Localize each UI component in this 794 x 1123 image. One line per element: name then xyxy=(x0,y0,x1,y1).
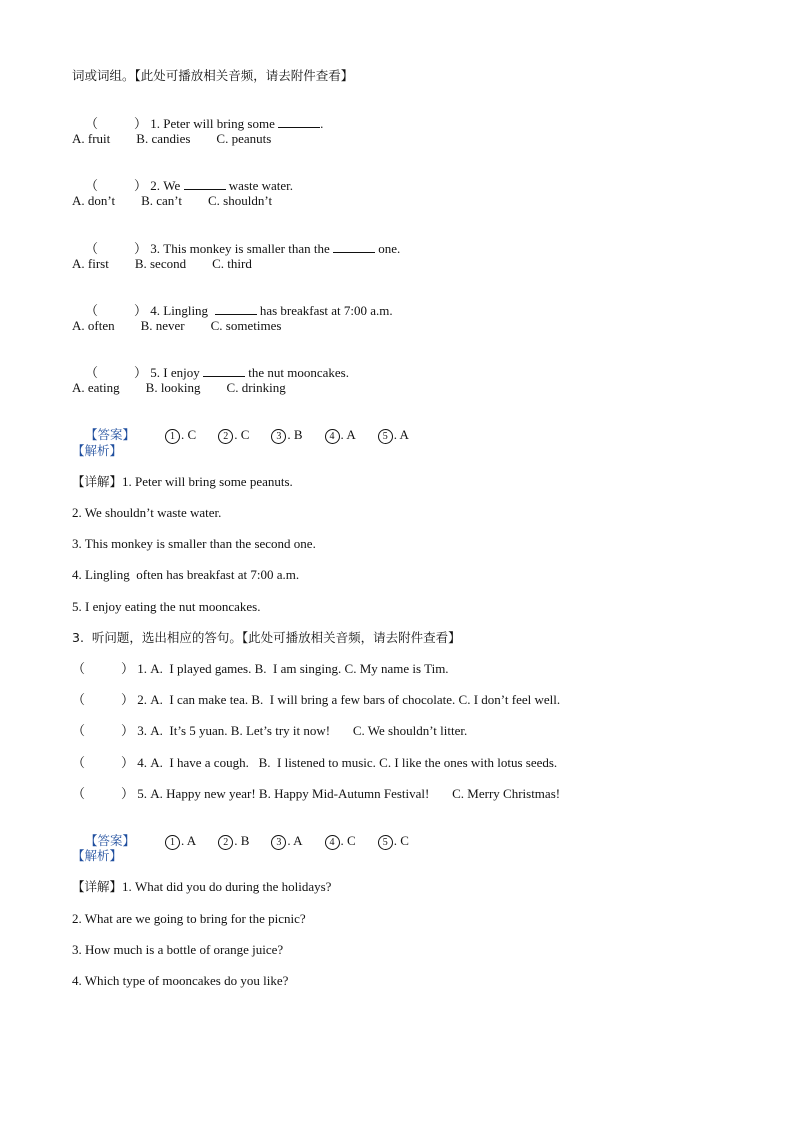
answer-item: 4 . C xyxy=(325,833,356,850)
question-5: （ ） 5. A. Happy new year! B. Happy Mid-Autumn Festival! C. Merry Christmas! xyxy=(72,786,561,801)
answer-row xyxy=(72,411,431,460)
question-1: （ ） 1. Peter will bring some . xyxy=(85,116,324,131)
answer-item: 5 . A xyxy=(378,427,409,444)
analysis-label: 【解析】 xyxy=(72,848,123,863)
options-2: A. don’t B. can’t C. shouldn’t xyxy=(72,193,273,208)
options-5: A. eating B. looking C. drinking xyxy=(72,380,286,395)
answer-blank xyxy=(184,178,226,190)
question-5: （ ） 5. I enjoy the nut mooncakes. xyxy=(85,365,349,380)
answer-item: 3 . B xyxy=(271,427,302,444)
answer-label: 【答案】 xyxy=(85,427,136,442)
answer-blank xyxy=(215,303,257,315)
options-3: A. first B. second C. third xyxy=(72,256,252,271)
answer-blank xyxy=(333,241,375,253)
question-2: （ ） 2. We waste water. xyxy=(85,178,294,193)
detail-line: 5. I enjoy eating the nut mooncakes. xyxy=(72,599,261,614)
answer-item: 4 . A xyxy=(325,427,356,444)
question-3: （ ） 3. A. It’s 5 yuan. B. Let’s try it now! C. We shouldn’t litter. xyxy=(72,723,468,738)
answer-item: 1 . C xyxy=(165,427,196,444)
section-heading: 词或词组。【此处可播放相关音频，请去附件查看】 xyxy=(72,68,354,83)
detail-line: 【详解】1. Peter will bring some peanuts. xyxy=(72,474,293,489)
options-1: A. fruit B. candies C. peanuts xyxy=(72,131,272,146)
question-1: （ ） 1. A. I played games. B. I am singing. C. My name is Tim. xyxy=(72,661,449,676)
section-heading: 3. 听问题，选出相应的答句。【此处可播放相关音频，请去附件查看】 xyxy=(72,630,461,645)
detail-line: 4. Which type of mooncakes do you like? xyxy=(72,973,289,988)
detail-line: 3. This monkey is smaller than the second one. xyxy=(72,536,316,551)
analysis-label: 【解析】 xyxy=(72,443,123,458)
detail-line: 2. We shouldn’t waste water. xyxy=(72,505,222,520)
answer-blank xyxy=(278,116,320,128)
detail-line: 4. Lingling often has breakfast at 7:00 a.m. xyxy=(72,567,300,582)
options-4: A. often B. never C. sometimes xyxy=(72,318,282,333)
detail-line: 【详解】1. What did you do during the holidays? xyxy=(72,879,332,894)
question-4: （ ） 4. Lingling has breakfast at 7:00 a.m. xyxy=(85,303,393,318)
answer-blank xyxy=(203,365,245,377)
detail-label: 【详解】 xyxy=(72,879,123,894)
question-2: （ ） 2. A. I can make tea. B. I will bring a few bars of chocolate. C. I don’t feel well. xyxy=(72,692,561,707)
question-3: （ ） 3. This monkey is smaller than the one. xyxy=(85,241,401,256)
answer-item: 3 . A xyxy=(271,833,302,850)
answer-item: 1 . A xyxy=(165,833,196,850)
question-4: （ ） 4. A. I have a cough. B. I listened to music. C. I like the ones with lotus seeds. xyxy=(72,755,558,770)
answer-item: 2 . B xyxy=(218,833,249,850)
answer-item: 2 . C xyxy=(218,427,249,444)
detail-line: 3. How much is a bottle of orange juice? xyxy=(72,942,284,957)
detail-label: 【详解】 xyxy=(72,474,123,489)
answer-label: 【答案】 xyxy=(85,833,136,848)
answer-item: 5 . C xyxy=(378,833,409,850)
detail-line: 2. What are we going to bring for the picnic? xyxy=(72,911,306,926)
answer-row xyxy=(72,817,431,866)
